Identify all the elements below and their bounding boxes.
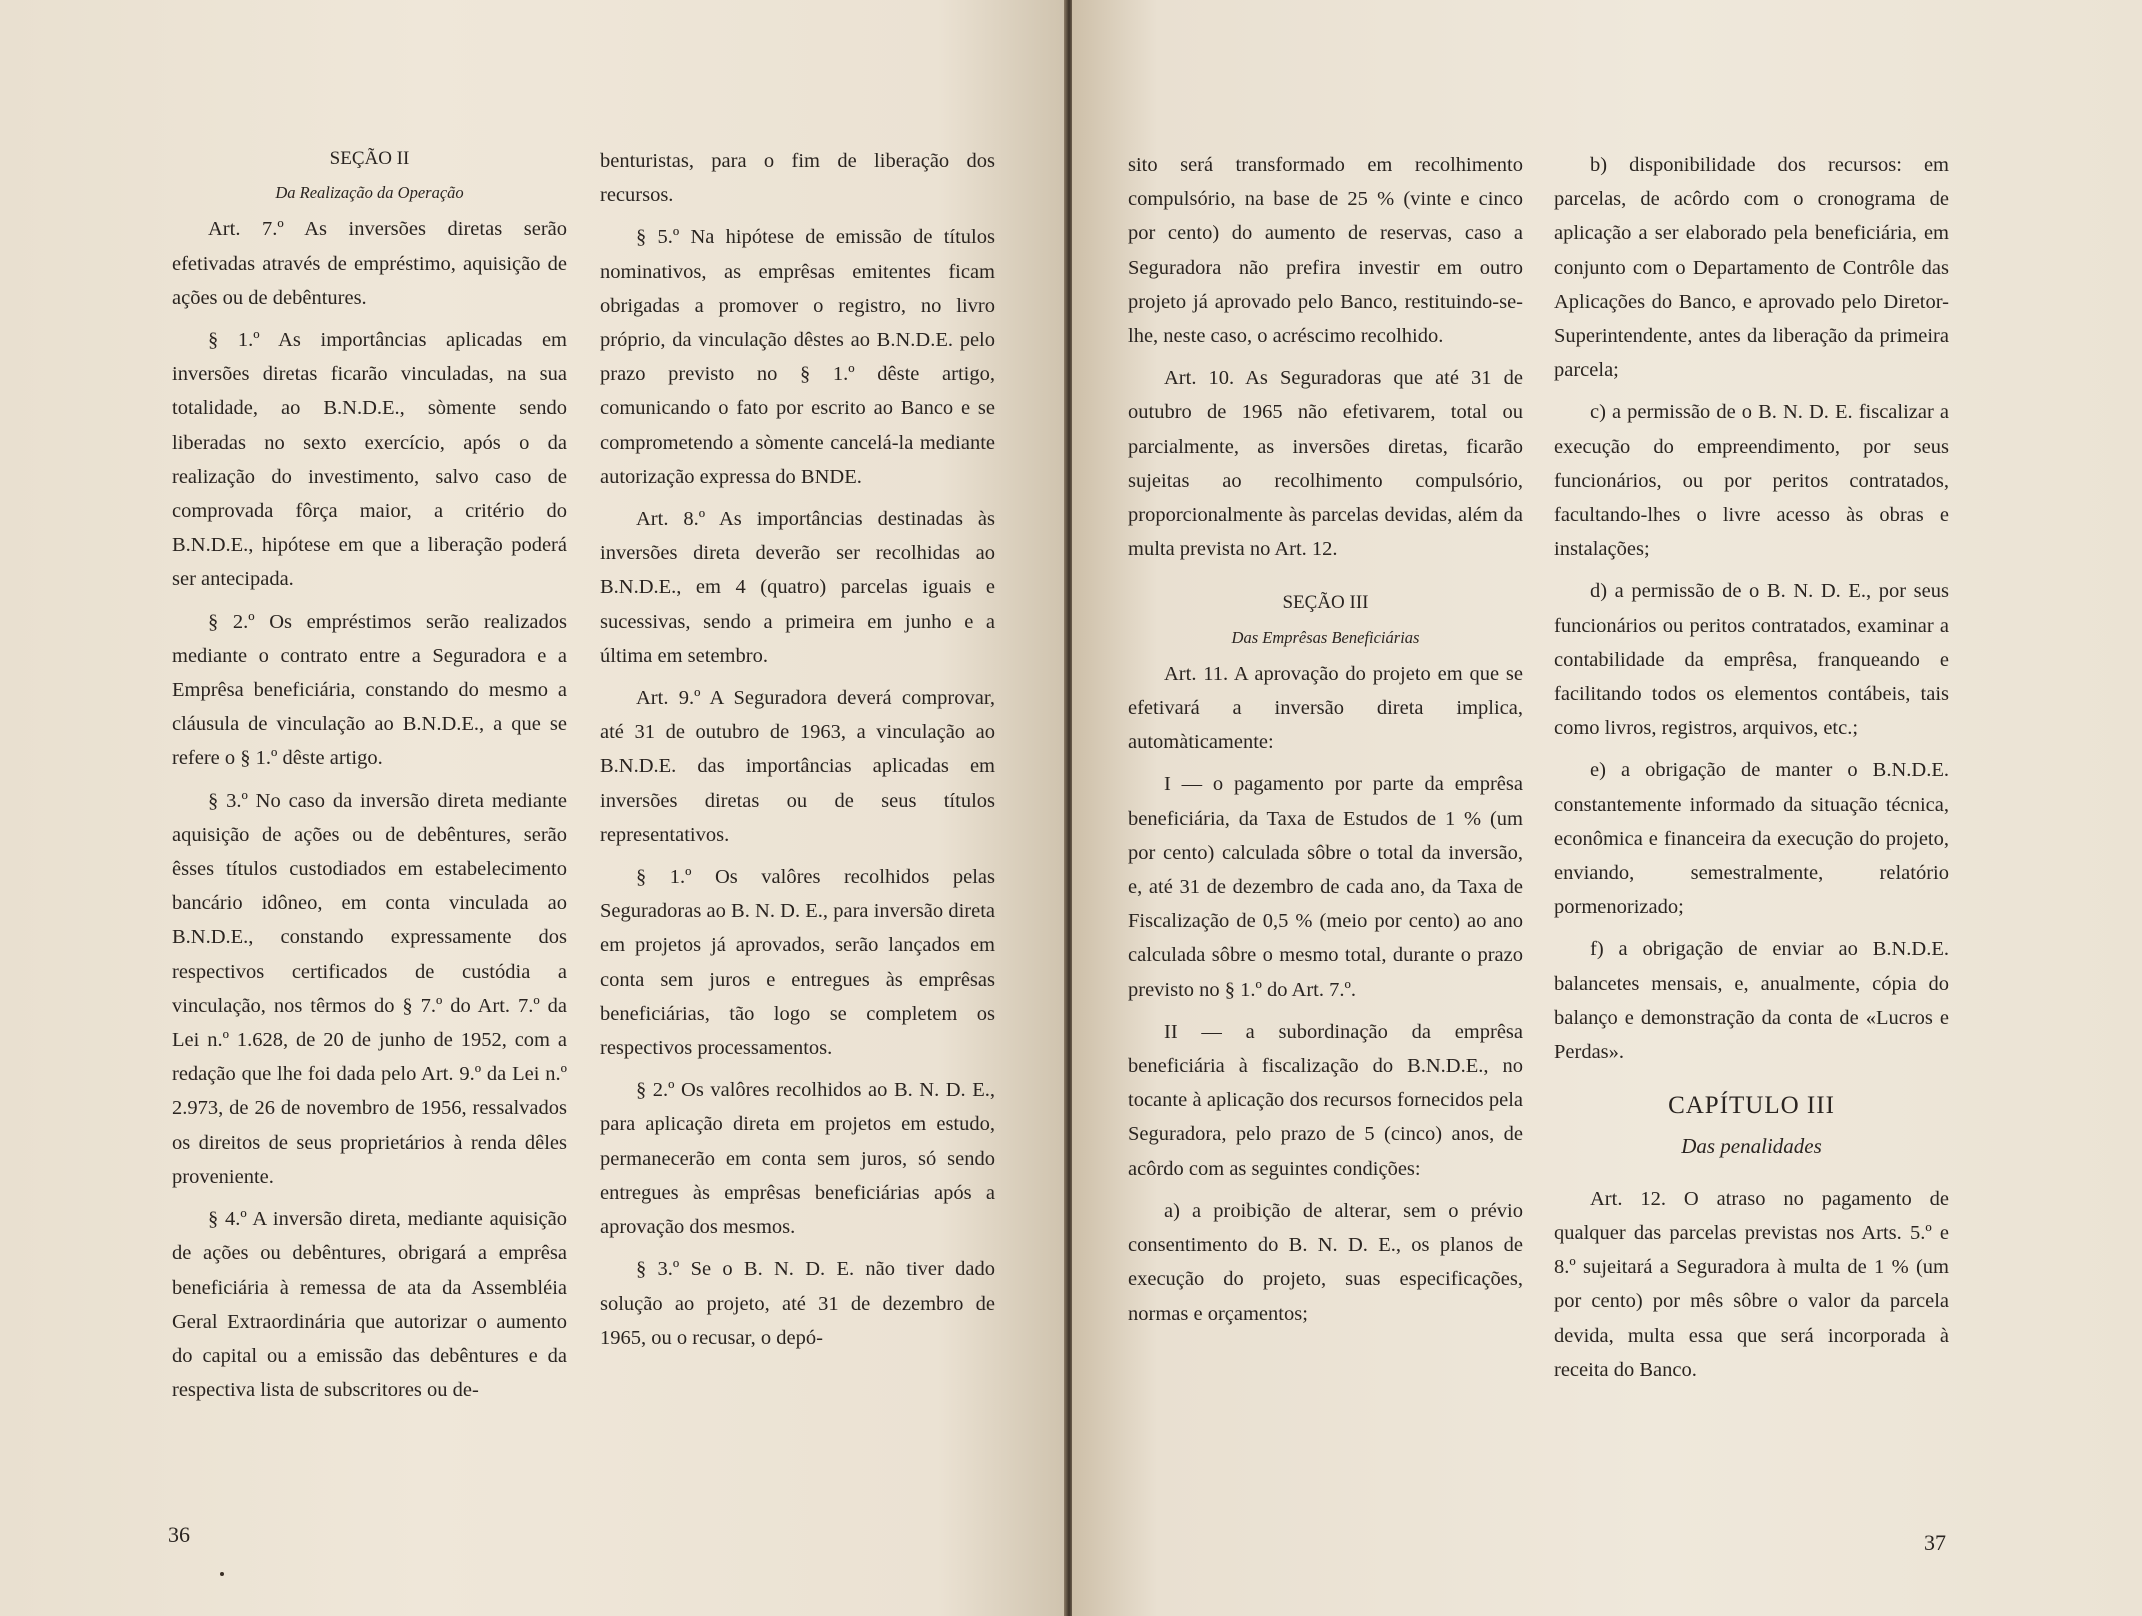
paragraph-continuation: benturistas, para o fim de liberação dos recursos.	[600, 150, 995, 207]
paragraph: § 2.º Os valôres recolhidos ao B. N. D. E., para aplicação direta em projetos em estudo, permanecerão em conta sem juros, só sendo entregues às emprêsas beneficiárias após a aprovação dos mesmos.	[600, 1079, 995, 1239]
paragraph: I — o pagamento por parte da emprêsa beneficiária, da Taxa de Estudos de 1 % (um por cento) calculada sôbre o total da inversão, e, até 31 de dezembro de cada ano, da Taxa de Fiscalização de 0,5 % (meio por cento) ao ano calculada sôbre o mesmo total, durante o prazo previsto no § 1.º do Art. 7.º.	[1128, 773, 1523, 1001]
chapter-title: CAPÍTULO III	[1668, 1092, 1835, 1120]
paragraph: § 4.º A inversão direta, mediante aquisição de ações ou debêntures, obrigará a emprêsa beneficiária à remessa de ata da Assembléia Geral Extraordinária que autorizar o aumento do capital ou a emissão das debêntures e da respectiva lista de subscritores ou de-	[172, 1208, 567, 1402]
ink-speck	[220, 1572, 224, 1576]
section-title: SEÇÃO III	[1282, 592, 1369, 614]
page-number: 36	[168, 1522, 190, 1547]
paragraph-continuation: sito será transformado em recolhimento compulsório, na base de 25 % (vinte e cinco por cento) do aumento de reservas, caso a Seguradora não prefira investir em outro projeto já aprovado pelo Banco, restituindo-se-lhe, neste caso, o acréscimo recolhido.	[1128, 154, 1523, 348]
paragraph: Art. 12. O atraso no pagamento de qualquer das parcelas previstas nos Arts. 5.º e 8.º sujeitará a Seguradora à multa de 1 % (um por cento) por mês sôbre o valor da parcela devida, multa essa que será incorporada à receita do Banco.	[1554, 1187, 1949, 1381]
paragraph: II — a subordinação da emprêsa beneficiária à fiscalização do B.N.D.E., no tocante à aplicação dos recursos fornecidos pela Seguradora, pelo prazo de 5 (cinco) anos, de acôrdo com as seguintes condições:	[1128, 1020, 1523, 1180]
section-subtitle: Das Emprêsas Beneficiárias	[1231, 627, 1420, 647]
right-page-column-2	[1554, 148, 1949, 1395]
paragraph: a) a proibição de alterar, sem o prévio consentimento do B. N. D. E., os planos de execução do projeto, suas especificações, normas e orçamentos;	[1128, 1199, 1523, 1325]
section-subtitle: Da Realização da Operação	[275, 183, 464, 203]
paragraph: § 3.º No caso da inversão direta mediante aquisição de ações ou de debêntures, serão êsses títulos custodiados em estabelecimento bancário idôneo, em conta vinculada ao B.N.D.E., constando expressamente dos respectivos certificados de custódia a vinculação, nos têrmos do § 7.º do Art. 7.º da Lei n.º 1.628, de 20 de junho de 1952, com a redação que lhe foi dada pelo Art. 9.º da Lei n.º 2.973, de 26 de novembro de 1956, ressalvados os direitos de seus proprietários à renda dêles proveniente.	[172, 789, 567, 1188]
left-page-column-2	[600, 144, 995, 1363]
paragraph: Art. 10. As Seguradoras que até 31 de outubro de 1965 não efetivarem, total ou parcialmente, as inversões diretas, ficarão sujeitas ao recolhimento compulsório, proporcionalmente às parcelas devidas, além da multa prevista no Art. 12.	[1128, 367, 1523, 561]
section-title: SEÇÃO II	[329, 148, 410, 169]
paragraph: § 1.º As importâncias aplicadas em inversões diretas ficarão vinculadas, na sua totalidade, ao B.N.D.E., sòmente sendo liberadas no sexto exercício, após o da realização do investimento, salvo caso de comprovada fôrça maior, a critério do B.N.D.E., hipótese em que a liberação poderá ser antecipada.	[172, 329, 567, 591]
paragraph: c) a permissão de o B. N. D. E. fiscalizar a execução do empreendimento, por seus funcionários, ou por peritos contratados, facultando-lhes o livre acesso às obras e instalações;	[1554, 401, 1949, 561]
paragraph: e) a obrigação de manter o B.N.D.E. constantemente informado da situação técnica, econômica e financeira da execução do projeto, enviando, semestralmente, relatório pormenorizado;	[1554, 759, 1949, 919]
left-page-column-1	[172, 142, 567, 1415]
page-number: 37	[1924, 1530, 1946, 1555]
paragraph: § 2.º Os empréstimos serão realizados mediante o contrato entre a Seguradora e a Emprêsa beneficiária, constando do mesmo a cláusula de vinculação ao B.N.D.E., a que se refere o § 1.º dêste artigo.	[172, 610, 567, 770]
paragraph: d) a permissão de o B. N. D. E., por seus funcionários ou peritos contratados, examinar a contabilidade da emprêsa, franqueando e facilitando todos os elementos contábeis, tais como livros, registros, arquivos, etc.;	[1554, 580, 1949, 740]
paragraph: Art. 9.º A Seguradora deverá comprovar, até 31 de outubro de 1963, a vinculação ao B.N.D.E. das importâncias aplicadas em inversões diretas ou de seus títulos representativos.	[600, 687, 995, 846]
paragraph: § 3.º Se o B. N. D. E. não tiver dado solução ao projeto, até 31 de dezembro de 1965, ou o recusar, o depó-	[600, 1258, 995, 1349]
paragraph: f) a obrigação de enviar ao B.N.D.E. balancetes mensais, e, anualmente, cópia do balanço e demonstração da conta de «Lucros e Perdas».	[1554, 938, 1949, 1064]
paragraph: § 1.º Os valôres recolhidos pelas Seguradoras ao B. N. D. E., para inversão direta em projetos já aprovados, serão lançados em conta sem juros e entregues às emprêsas beneficiárias, tão logo se completem os respectivos processamentos.	[600, 866, 995, 1060]
paragraph: § 5.º Na hipótese de emissão de títulos nominativos, as emprêsas emitentes ficam obrigadas a promover o registro, no livro próprio, da vinculação dêstes ao B.N.D.E. pelo prazo previsto no § 1.º dêste artigo, comunicando o fato por escrito ao Banco e se comprometendo a sòmente cancelá-la mediante autorização expressa do BNDE.	[600, 226, 995, 488]
right-page-column-1	[1128, 148, 1523, 1339]
paragraph: Art. 8.º As importâncias destinadas às inversões direta deverão ser recolhidas ao B.N.D.E., em 4 (quatro) parcelas iguais e sucessivas, sendo a primeira em junho e a última em setembro.	[600, 508, 995, 667]
paragraph: b) disponibilidade dos recursos: em parcelas, de acôrdo com o cronograma de aplicação a ser elaborado pela beneficiária, em conjunto com o Departamento de Contrôle das Aplicações do Banco, e aprovado pelo Diretor-Superintendente, antes da liberação da primeira parcela;	[1554, 154, 1949, 382]
paragraph: Art. 7.º As inversões diretas serão efetivadas através de empréstimo, aquisição de ações ou de debêntures.	[172, 218, 567, 309]
left-page	[0, 0, 1066, 1616]
paragraph: Art. 11. A aprovação do projeto em que se efetivará a inversão direta implica, automàticamente:	[1128, 662, 1523, 754]
chapter-subtitle: Das penalidades	[1681, 1134, 1822, 1159]
right-page	[1072, 0, 2142, 1616]
